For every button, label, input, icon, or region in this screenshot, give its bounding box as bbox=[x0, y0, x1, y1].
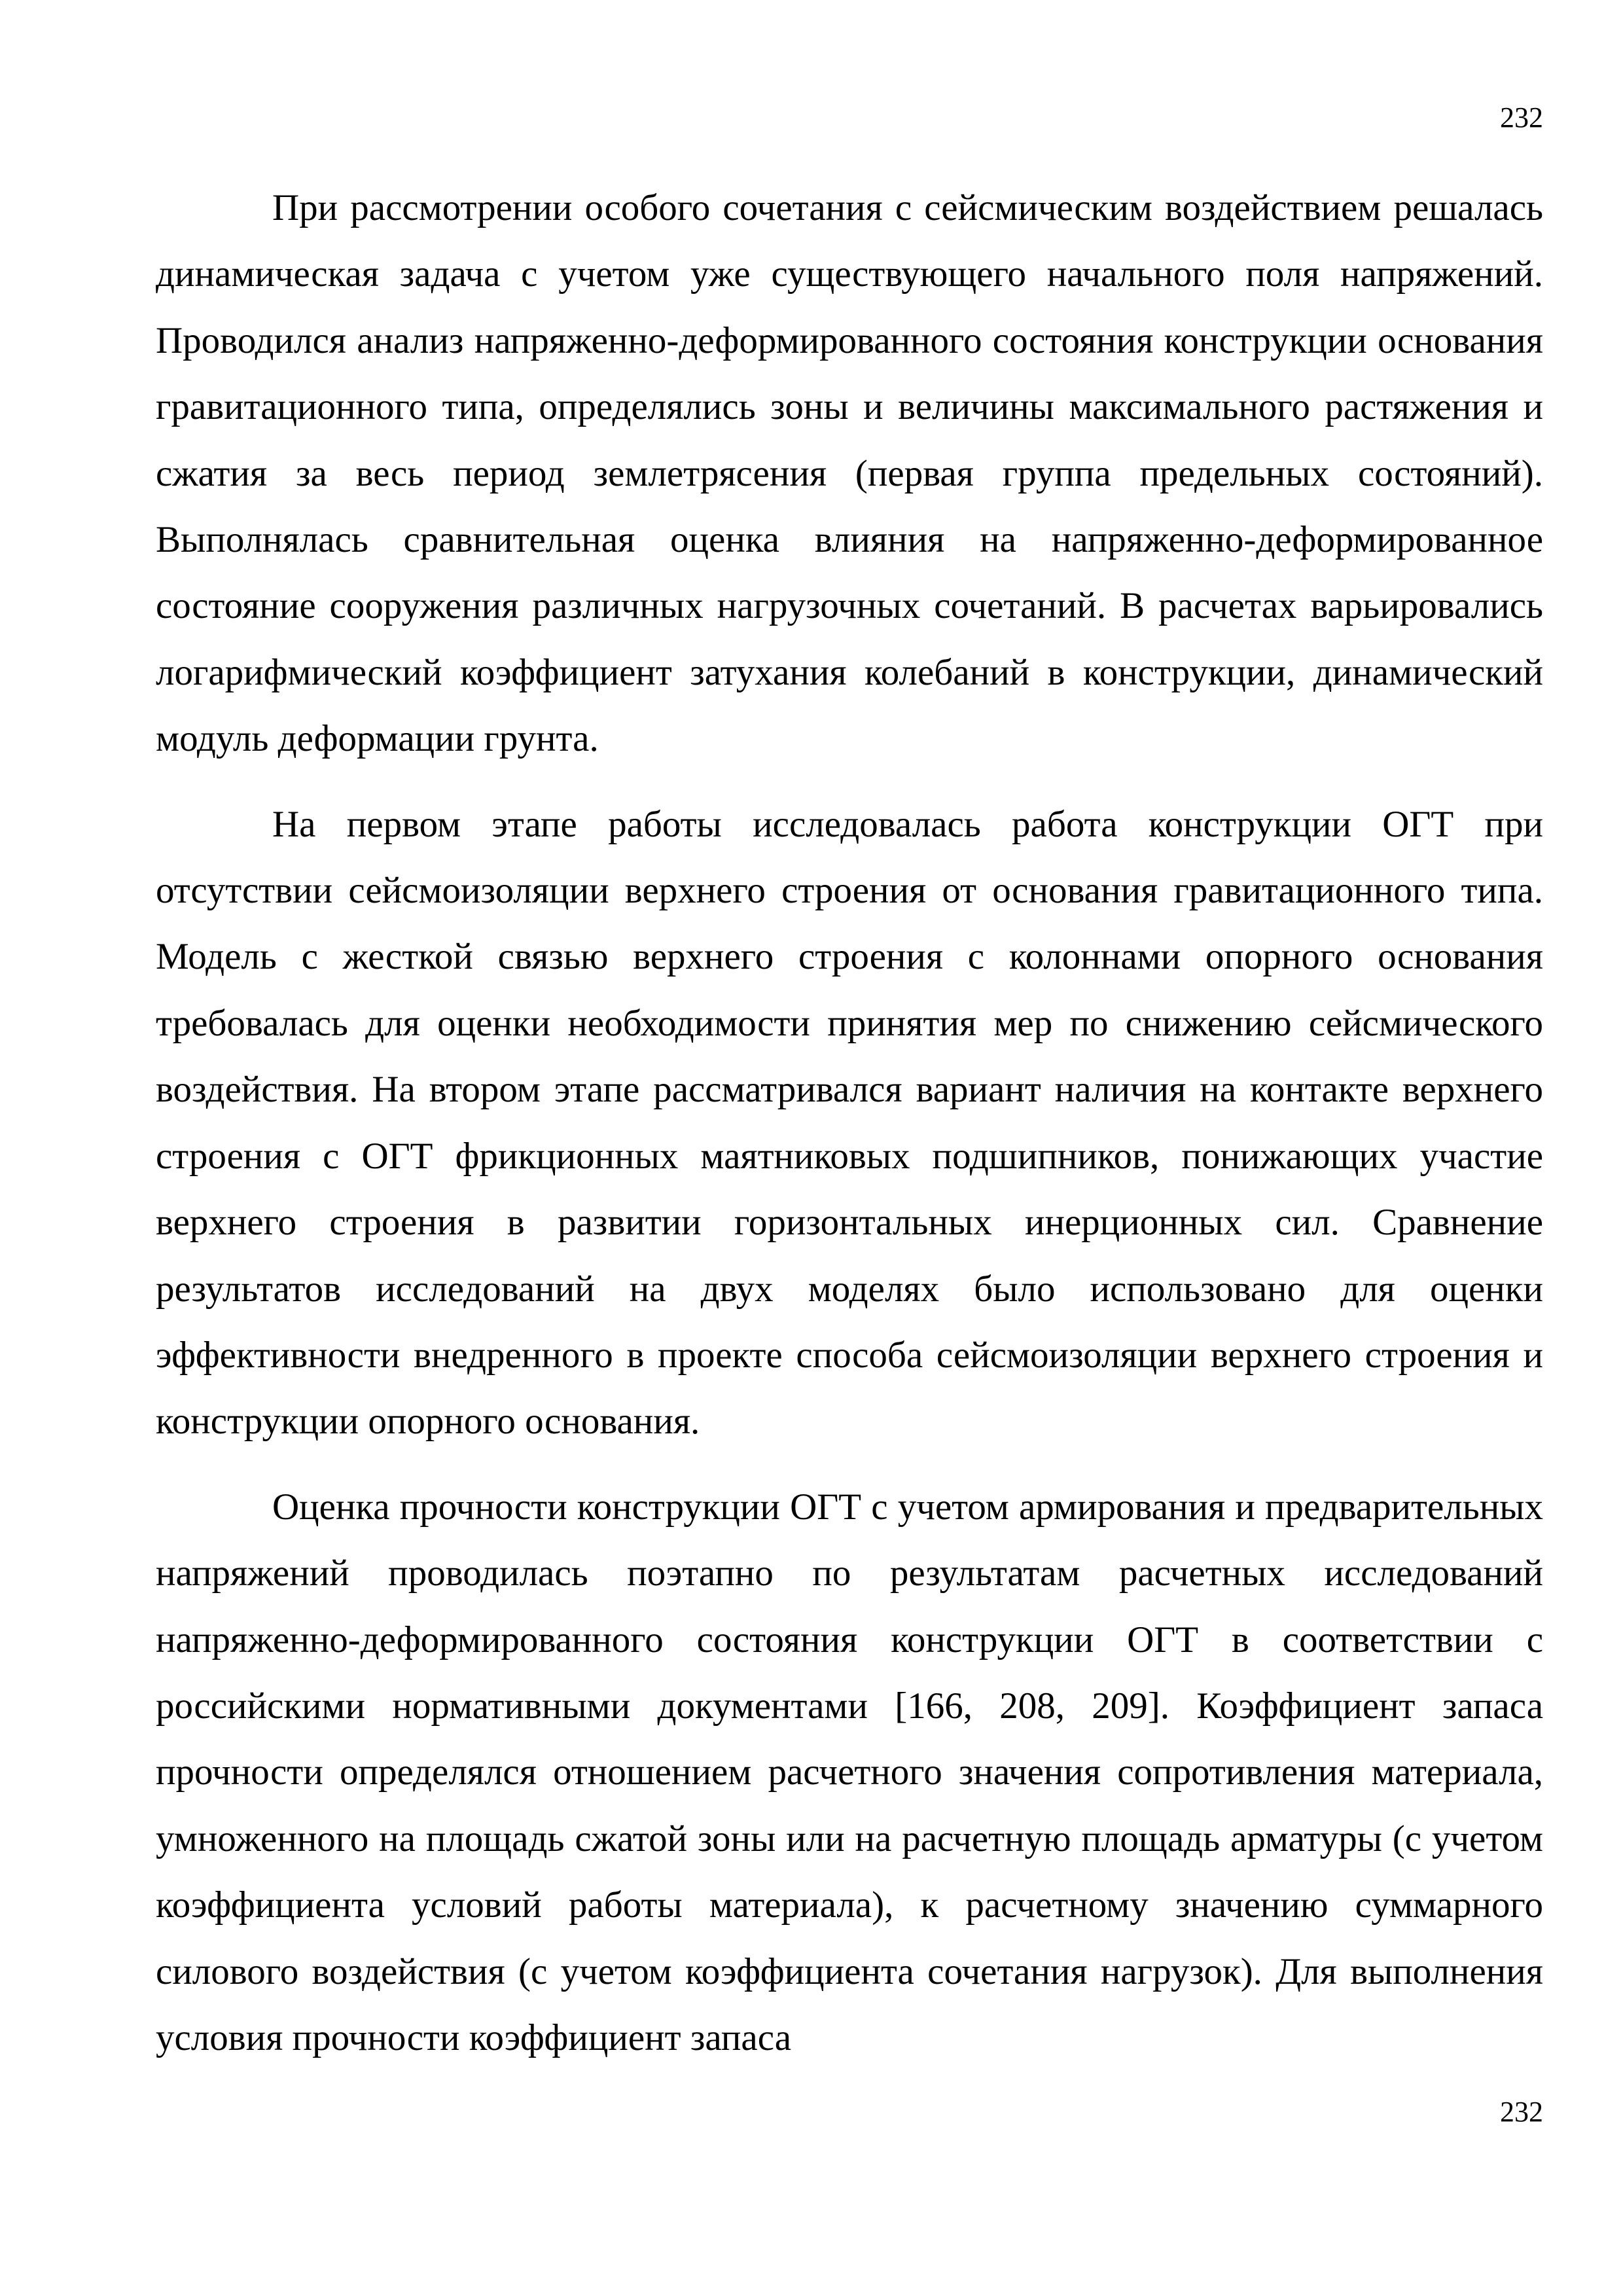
page-number-bottom: 232 bbox=[1500, 2096, 1543, 2128]
paragraph-strength-assessment: Оценка прочности конструкции ОГТ с учетом армирования и предварительных напряжений проводилась поэтапно по результатам расчетных исследований напряженно-деформированного состояния конструкции ОГТ в соответствии с российскими нормативными документами [166, 208, 209]. Коэффициент запаса прочности определялся отношением расчетного значения сопротивления материала, умноженного на площадь сжатой зоны или на расчетную площадь арматуры (с учетом коэффициента условий работы материала), к расчетному значению суммарного силового воздействия (с учетом коэффициента сочетания нагрузок). Для выполнения условия прочности коэффициент запаса bbox=[156, 1486, 1543, 2058]
paragraph-seismic-isolation: На первом этапе работы исследовалась работа конструкции ОГТ при отсутствии сейсмоизоляции верхнего строения от основания гравитационного типа. Модель с жесткой связью верхнего строения с колоннами опорного основания требовалась для оценки необходимости принятия мер по снижению сейсмического воздействия. На втором этапе рассматривался вариант наличия на контакте верхнего строения с ОГТ фрикционных маятниковых подшипников, понижающих участие верхнего строения в развитии горизонтальных инерционных сил. Сравнение результатов исследований на двух моделях было использовано для оценки эффективности внедренного в проекте способа сейсмоизоляции верхнего строения и конструкции опорного основания. bbox=[156, 803, 1543, 1443]
paragraph-seismic-analysis: При рассмотрении особого сочетания с сейсмическим воздействием решалась динамическая задача с учетом уже существующего начального поля напряжений. Проводился анализ напряженно-деформированного состояния конструкции основания гравитационного типа, определялись зоны и величины максимального растяжения и сжатия за весь период землетрясения (первая группа предельных состояний). Выполнялась сравнительная оценка влияния на напряженно-деформированное состояние сооружения различных нагрузочных сочетаний. В расчетах варьировались логарифмический коэффициент затухания колебаний в конструкции, динамический модуль деформации грунта. bbox=[156, 187, 1543, 760]
document-body bbox=[156, 175, 1543, 2071]
page-number-top: 232 bbox=[1500, 101, 1543, 134]
